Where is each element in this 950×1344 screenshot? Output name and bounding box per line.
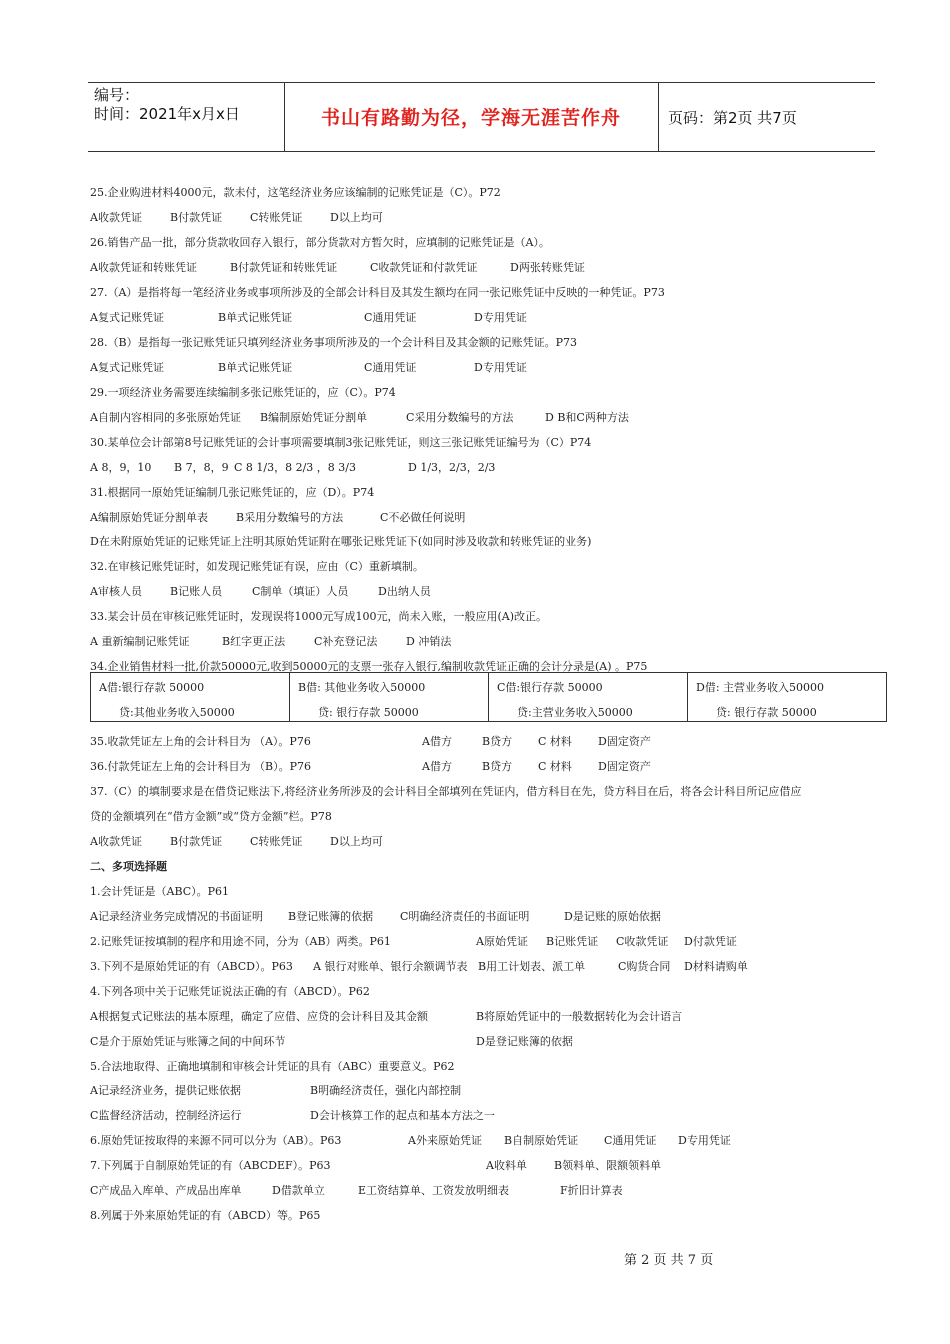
- option-text: B领料单、限额领料单: [554, 1159, 662, 1172]
- option-text: D材料请购单: [684, 960, 748, 973]
- option-text: C收款凭证和付款凭证: [370, 261, 478, 274]
- line-text: 8.列属于外来原始凭证的有（ABCD）等。P65: [90, 1209, 321, 1222]
- option-text: B付款凭证: [170, 835, 223, 848]
- line-text: A审核人员: [90, 585, 142, 598]
- option-text: B编制原始凭证分割单: [260, 411, 368, 424]
- option-text: B用工计划表、派工单: [478, 960, 586, 973]
- option-text: A借方: [422, 760, 452, 773]
- option-text: D专用凭证: [474, 311, 527, 324]
- line-text: 34.企业销售材料一批,价款50000元,收到50000元的支票一张存入银行,编制收款凭证正确的会计分录是(A) 。P75: [90, 660, 648, 673]
- number-label: 编号：: [94, 86, 140, 104]
- line-text: A 8，9，10: [90, 461, 152, 474]
- option-text: B明确经济责任，强化内部控制: [310, 1084, 462, 1097]
- line-text: C产成品入库单、产成品出库单: [90, 1184, 242, 1197]
- option-text: D固定资产: [598, 735, 651, 748]
- option-text: B记账凭证: [546, 935, 599, 948]
- entry-credit: 贷:主营业务收入50000: [517, 706, 633, 719]
- option-text: B单式记账凭证: [218, 311, 293, 324]
- option-text: C转账凭证: [250, 211, 303, 224]
- line-text: A根据复式记账法的基本原理，确定了应借、应贷的会计科目及其金额: [90, 1010, 428, 1023]
- line-text: D在未附原始凭证的记账凭证上注明其原始凭证附在哪张记账凭证下(如同时涉及收款和转账凭证的业务): [90, 535, 592, 548]
- entry-credit: 贷: 银行存款 50000: [318, 706, 419, 719]
- option-text: D付款凭证: [684, 935, 737, 948]
- line-text: 25.企业购进材料4000元，款未付，这笔经济业务应该编制的记账凭证是（C）。P72: [90, 186, 501, 199]
- option-text: A原始凭证: [476, 935, 528, 948]
- line-text: 1.会计凭证是（ABC）。P61: [90, 885, 230, 898]
- line-text: 7.下列属于自制原始凭证的有（ABCDEF）。P63: [90, 1159, 331, 1172]
- header-page-info: 页码：第2页 共7页: [668, 109, 797, 127]
- option-text: C收款凭证: [616, 935, 669, 948]
- option-text: D 冲销法: [406, 635, 452, 648]
- entry-debit: D借: 主营业务收入50000: [696, 681, 825, 694]
- option-text: B采用分数编号的方法: [236, 511, 344, 524]
- line-text: 36.付款凭证左上角的会计科目为 （B）。P76: [90, 760, 311, 773]
- entry-option-a: [91, 673, 290, 721]
- header-divider: [658, 83, 659, 151]
- entry-debit: C借:银行存款 50000: [497, 681, 603, 694]
- line-text: C监督经济活动，控制经济运行: [90, 1109, 242, 1122]
- line-text: C是介于原始凭证与账簿之间的中间环节: [90, 1035, 286, 1048]
- option-text: C 材料: [538, 735, 572, 748]
- line-text: 35.收款凭证左上角的会计科目为 （A）。P76: [90, 735, 311, 748]
- line-text: 31.根据同一原始凭证编制几张记账凭证的，应（D）。P74: [90, 486, 375, 499]
- line-text: A自制内容相同的多张原始凭证: [90, 411, 241, 424]
- entry-option-d: [688, 673, 886, 721]
- line-text: 4.下列各项中关于记账凭证说法正确的有（ABCD）。P62: [90, 985, 370, 998]
- option-text: B贷方: [482, 760, 513, 773]
- option-text: D是登记账簿的依据: [476, 1035, 573, 1048]
- line-text: 30.某单位会计部第8号记账凭证的会计事项需要填制3张记账凭证，则这三张记账凭证编号为（C）P74: [90, 436, 592, 449]
- option-text: C 8 1/3，8 2/3 ，8 3/3: [234, 461, 357, 474]
- option-text: D专用凭证: [474, 361, 527, 374]
- option-text: C转账凭证: [250, 835, 303, 848]
- option-text: C明确经济责任的书面证明: [400, 910, 530, 923]
- line-text: 37.（C）的填制要求是在借贷记账法下,将经济业务所涉及的会计科目全部填列在凭证内，借方科目在先，贷方科目在后，将各会计科目所记应借应: [90, 785, 802, 798]
- line-text: A编制原始凭证分割单表: [90, 511, 208, 524]
- option-text: D两张转账凭证: [510, 261, 585, 274]
- line-text: 贷的金额填列在“借方金额”或“贷方金额”栏。P78: [90, 810, 332, 823]
- option-text: C通用凭证: [364, 311, 417, 324]
- line-text: 27.（A）是指将每一笔经济业务或事项所涉及的全部会计科目及其发生额均在同一张记账凭证中反映的一种凭证。P73: [90, 286, 665, 299]
- time-label: 时间：2021年x月x日: [94, 105, 240, 123]
- option-text: C制单（填证）人员: [252, 585, 349, 598]
- option-text: D固定资产: [598, 760, 651, 773]
- option-text: D B和C两种方法: [545, 411, 629, 424]
- option-text: B登记账簿的依据: [288, 910, 374, 923]
- entry-option-b: [290, 673, 489, 721]
- option-text: B付款凭证和转账凭证: [230, 261, 338, 274]
- option-text: A借方: [422, 735, 452, 748]
- option-text: D是记账的原始依据: [564, 910, 661, 923]
- line-text: 6.原始凭证按取得的来源不同可以分为（AB）。P63: [90, 1134, 342, 1147]
- line-text: 29.一项经济业务需要连续编制多张记账凭证的，应（C）。P74: [90, 386, 396, 399]
- line-text: 32.在审核记账凭证时，如发现记账凭证有误，应由（C）重新填制。: [90, 560, 424, 573]
- option-text: E工资结算单、工资发放明细表: [358, 1184, 510, 1197]
- option-text: B贷方: [482, 735, 513, 748]
- option-text: B单式记账凭证: [218, 361, 293, 374]
- line-text: A记录经济业务，提供记账依据: [90, 1084, 241, 1097]
- option-text: C 材料: [538, 760, 572, 773]
- option-text: B将原始凭证中的一般数据转化为会计语言: [476, 1010, 683, 1023]
- line-text: 26.销售产品一批，部分货款收回存入银行，部分货款对方暂欠时，应填制的记账凭证是（A）。: [90, 236, 550, 249]
- option-text: C通用凭证: [604, 1134, 657, 1147]
- option-text: F折旧计算表: [560, 1184, 623, 1197]
- option-text: D会计核算工作的起点和基本方法之一: [310, 1109, 495, 1122]
- entry-option-c: [489, 673, 688, 721]
- line-text: 2.记账凭证按填制的程序和用途不同，分为（AB）两类。P61: [90, 935, 391, 948]
- option-text: B付款凭证: [170, 211, 223, 224]
- line-text: 33.某会计员在审核记账凭证时，发现误将1000元写成100元，尚未入账，一般应用(A)改正。: [90, 610, 548, 623]
- option-text: B自制原始凭证: [504, 1134, 579, 1147]
- line-text: A复式记账凭证: [90, 361, 164, 374]
- option-text: C购货合同: [618, 960, 671, 973]
- option-text: D专用凭证: [678, 1134, 731, 1147]
- header-meta: [94, 86, 284, 124]
- line-text: A 重新编制记账凭证: [90, 635, 190, 648]
- option-text: D 1/3，2/3，2/3: [408, 461, 496, 474]
- option-text: D以上均可: [330, 835, 383, 848]
- option-text: B 7，8，9: [174, 461, 229, 474]
- option-text: B红字更正法: [222, 635, 286, 648]
- entry-table: [90, 672, 887, 722]
- entry-credit: 贷:其他业务收入50000: [119, 706, 235, 719]
- page-footer: 第 2 页 共 7 页: [624, 1253, 714, 1268]
- page-header: [88, 82, 875, 152]
- option-text: D借款单立: [272, 1184, 325, 1197]
- option-text: B记账人员: [170, 585, 223, 598]
- line-text: A收款凭证: [90, 835, 142, 848]
- option-text: C通用凭证: [364, 361, 417, 374]
- option-text: C采用分数编号的方法: [406, 411, 514, 424]
- option-text: C不必做任何说明: [380, 511, 466, 524]
- option-text: D出纳人员: [378, 585, 431, 598]
- line-text: A记录经济业务完成情况的书面证明: [90, 910, 263, 923]
- line-text: 二、多项选择题: [90, 860, 167, 873]
- line-text: 5.合法地取得、正确地填制和审核会计凭证的具有（ABC）重要意义。P62: [90, 1060, 455, 1073]
- option-text: D以上均可: [330, 211, 383, 224]
- entry-debit: B借: 其他业务收入50000: [298, 681, 426, 694]
- entry-credit: 贷: 银行存款 50000: [716, 706, 817, 719]
- option-text: A收料单: [486, 1159, 527, 1172]
- option-text: A外来原始凭证: [408, 1134, 482, 1147]
- entry-debit: A借:银行存款 50000: [99, 681, 205, 694]
- header-motto: 书山有路勤为径，学海无涯苦作舟: [320, 107, 621, 129]
- line-text: A复式记账凭证: [90, 311, 164, 324]
- line-text: 3.下列不是原始凭证的有（ABCD）。P63: [90, 960, 293, 973]
- line-text: A收款凭证和转账凭证: [90, 261, 197, 274]
- line-text: 28.（B）是指每一张记账凭证只填列经济业务事项所涉及的一个会计科目及其金额的记账凭证。P73: [90, 336, 577, 349]
- line-text: A收款凭证: [90, 211, 142, 224]
- option-text: C补充登记法: [314, 635, 378, 648]
- option-text: A 银行对账单、银行余额调节表: [313, 960, 468, 973]
